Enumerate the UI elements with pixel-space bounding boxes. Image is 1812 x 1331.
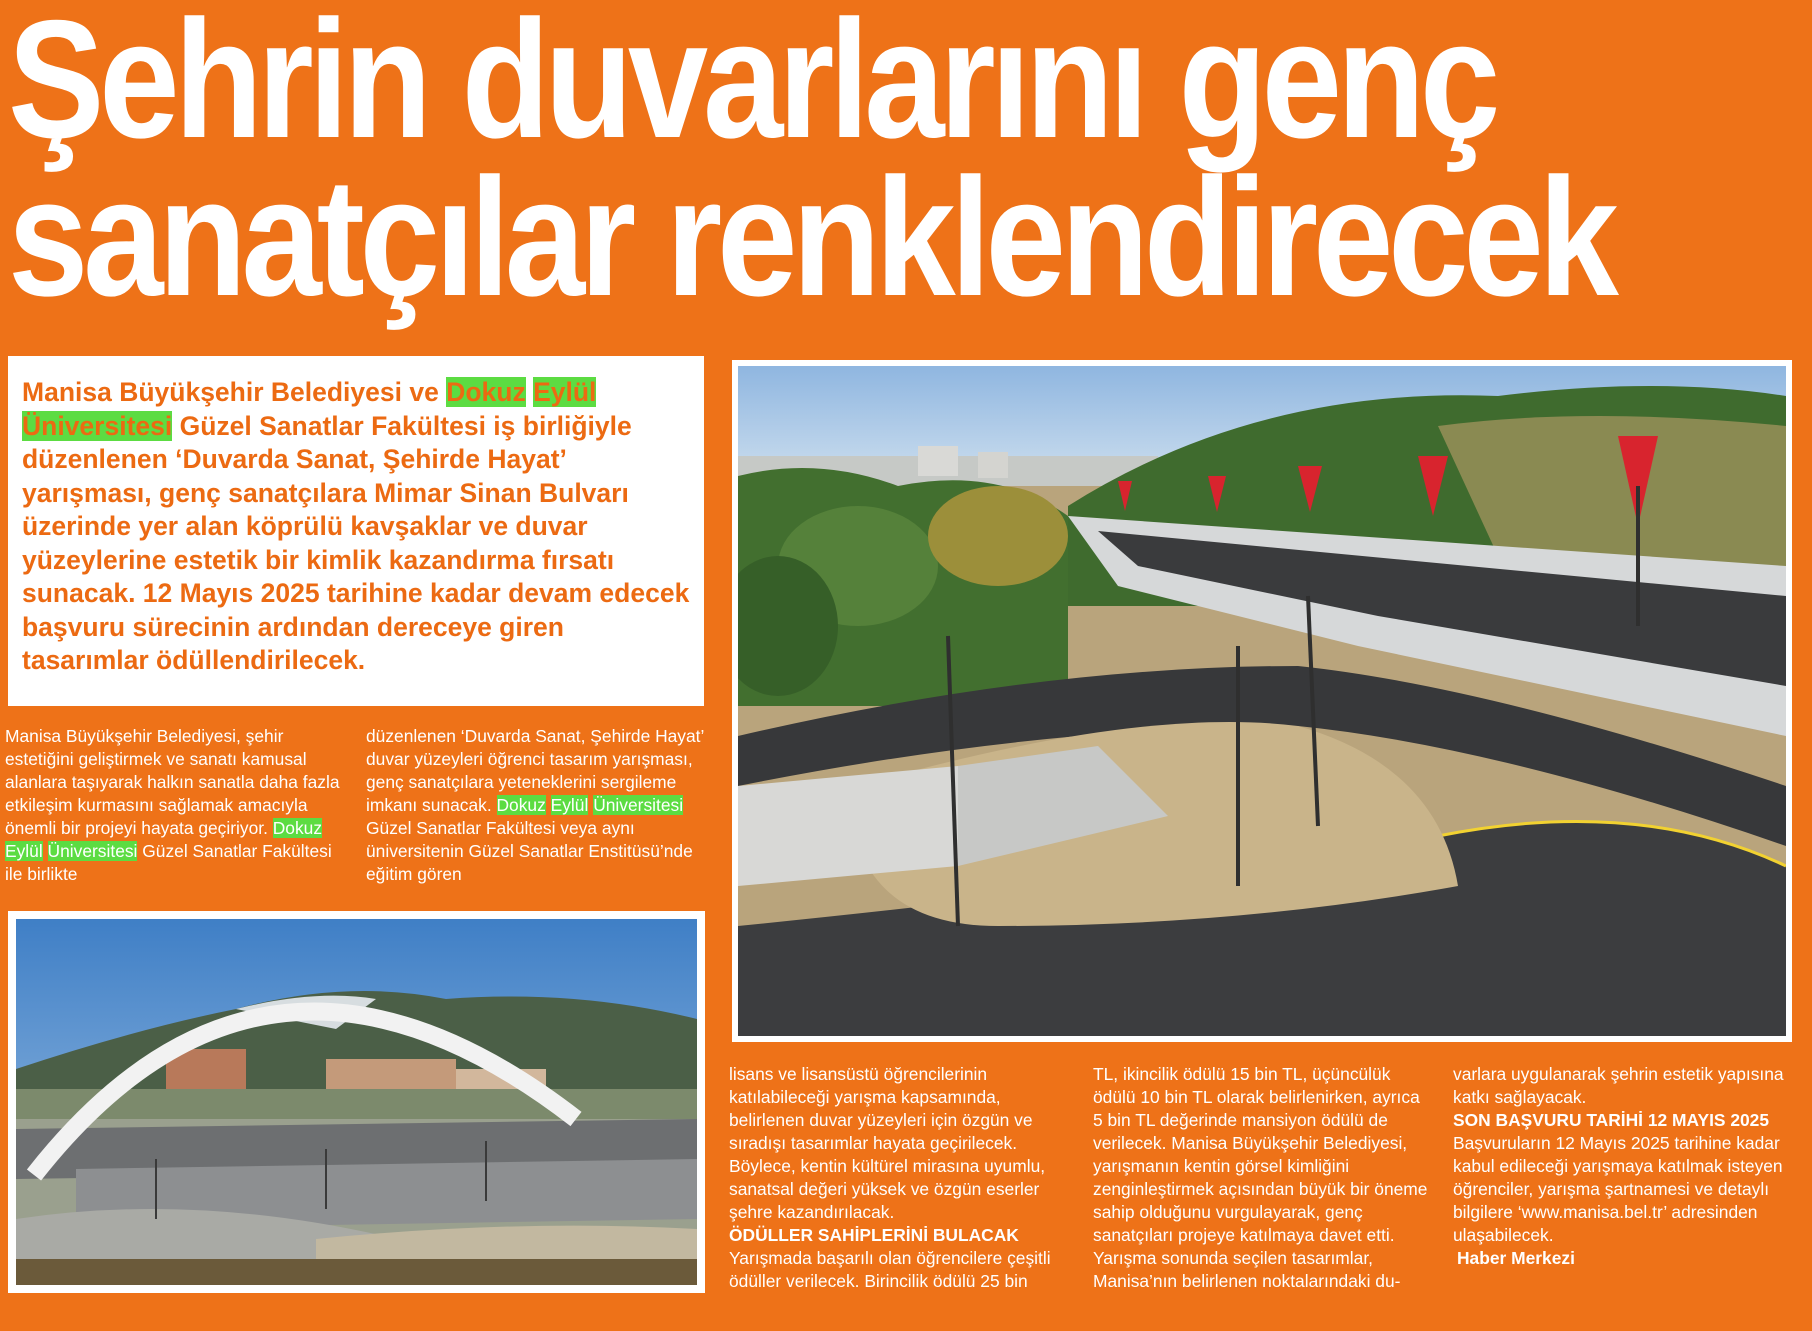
interchange-illustration (738, 366, 1786, 1036)
body-text: düzenlenen ‘Duvarda Sanat, Şehirde Hayat’ duvar yüzeyleri öğrenci tasarım yarışması, genç sanatçılara yeteneklerini sergileme imkanı sunacak. (366, 726, 704, 815)
byline: Haber Merkezi (1457, 1248, 1575, 1268)
highlight-universitesi: Üniversitesi (593, 795, 684, 815)
body-text: Güzel Sanatlar Fakültesi ile birlikte (5, 841, 332, 884)
body-text: TL, ikincilik ödülü 15 bin TL, üçüncülük ödülü 10 bin TL olarak belirlenirken, ayrıca 5 bin TL değerinde mansiyon ödülü de verilecek. Manisa Büyükşehir Belediyesi, yarışmanın kentin görsel kimliğini zenginleştirmek açısından büyük bir öneme sahip olduğunu vurgulayarak, genç sanatçıları projeye katılmaya davet etti. Yarışma sonunda seçilen tasarımlar, Manisa’nın belirlenen noktalarındaki du- (1093, 1064, 1428, 1291)
space (526, 377, 533, 407)
headline (8, 0, 1614, 331)
highlight-dokuz: Dokuz (446, 377, 526, 407)
body-text: Manisa Büyükşehir Belediyesi, şehir estetiğini geliştirmek ve sanatı kamusal alanlara taşıyarak halkın sanatla daha fazla etkileşim kurmasını sağlamak amacıyla önemli bir projeyi hayata geçiriyor. (5, 726, 340, 838)
body-text: lisans ve lisansüstü öğrencilerinin katılabileceği yarışma kapsamında, belirlenen duvar yüzeyleri için özgün ve sıradışı tasarımlar hayata geçirilecek. Böylece, kentin kültürel mirasına uyumlu, sanatsal değeri yüksek ve özgün eserler şehre kazandırılacak. (729, 1064, 1046, 1222)
highlight-eylul: Eylül (550, 795, 589, 815)
arch-bridge-photo (8, 911, 705, 1293)
space (546, 795, 551, 815)
highlight-dokuz: Dokuz (272, 818, 323, 838)
article-column-4 (1093, 1063, 1428, 1293)
lead-paragraph (8, 356, 704, 706)
article-column-5 (1453, 1063, 1797, 1270)
body-text: Yarışmada başarılı olan öğrencilere çeşitli ödüller verilecek. Birincilik ödülü 25 bin (729, 1248, 1051, 1291)
body-text: varlara uygulanarak şehrin estetik yapısına katkı sağlayacak. (1453, 1064, 1784, 1107)
highlight-eylul: Eylül (5, 841, 43, 861)
headline-line-1: Şehrin duvarlarını genç (8, 0, 1496, 173)
highlight-dokuz: Dokuz (496, 795, 546, 815)
headline-line-2: sanatçılar renklendirecek (8, 143, 1614, 331)
subheading-awards: ÖDÜLLER SAHİPLERİNİ BULACAK (729, 1225, 1019, 1245)
subheading-deadline: SON BAŞVURU TARİHİ 12 MAYIS 2025 (1453, 1110, 1770, 1130)
space (43, 841, 48, 861)
article-column-2 (366, 725, 706, 886)
body-text: Güzel Sanatlar Fakültesi veya aynı üniversitenin Güzel Sanatlar Enstitüsü’nde eğitim gören (366, 818, 693, 884)
highlight-universitesi: Üniversitesi (47, 841, 138, 861)
arch-bridge-illustration (16, 919, 697, 1285)
body-text: Başvuruların 12 Mayıs 2025 tarihine kadar kabul edileceği yarışmaya katılmak isteyen öğrenciler, yarışma şartnamesi ve detaylı bilgilere ‘www.manisa.bel.tr’ adresinden ulaşabilecek. (1453, 1133, 1783, 1245)
lead-text: Güzel Sanatlar Fakültesi iş birliğiyle düzenlenen ‘Duvarda Sanat, Şehirde Hayat’ yarışması, genç sanatçılara Mimar Sinan Bulvarı üzerinde yer alan köprülü kavşaklar ve duvar yüzeylerine estetik bir kimlik kazandırma fırsatı sunacak. 12 Mayıs 2025 tarihine kadar devam edecek başvuru sürecinin ardından dereceye giren tasarımlar ödüllendirilecek. (22, 410, 690, 675)
article-column-3 (729, 1063, 1064, 1293)
lead-text: Manisa Büyükşehir Belediyesi ve (22, 377, 447, 407)
highlight-universitesi: Üniversitesi (22, 410, 173, 441)
article-column-1 (5, 725, 340, 886)
interchange-photo (732, 360, 1792, 1042)
highlight-eylul: Eylül (533, 377, 597, 407)
